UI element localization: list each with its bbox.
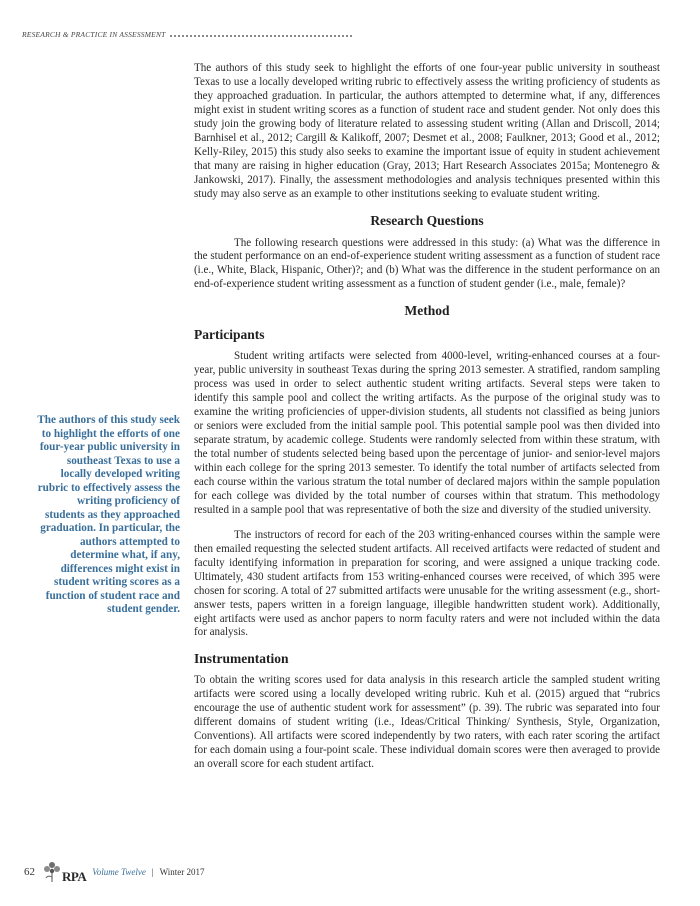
- footer-separator: |: [151, 867, 154, 877]
- logo-text: RPA: [62, 869, 87, 884]
- research-questions-heading: Research Questions: [370, 212, 484, 228]
- running-title: RESEARCH & PRACTICE IN ASSESSMENT: [22, 30, 166, 39]
- issue-label: Winter 2017: [159, 867, 205, 877]
- volume-label: Volume Twelve: [92, 867, 146, 877]
- research-questions-paragraph: The following research questions were addressed in this study: (a) What was the difference in the student performance on an end-of-experience student writing assessment as a function of student race (i.e., White, Black, Hispanic, Other)?; and (b) What was the difference in the student performance on an end-of-experience student writing assessment as a function of student gender (i.e., male, female)?: [194, 236, 660, 291]
- instrumentation-paragraph: To obtain the writing scores used for data analysis in this research article the sampled student writing artifacts were scored using a locally developed writing rubric. Kuh et al. (2015) argued that “rubrics encourage the use of authentic student work for assessment” (p. 39). The rubric was separated into four different domains of student writing (i.e., Ideas/Critical Thinking/ Synthesis, Style, Organization, Conventions). All artifacts were scored independently by two raters, with each rater scoring the artifact for each domain using a four-point scale. These individual domain scores were then averaged to provide an overall score for each student artifact.: [194, 674, 660, 771]
- rpa-logo: [43, 861, 86, 883]
- running-header: [22, 30, 352, 39]
- method-heading: Method: [404, 303, 450, 319]
- intro-paragraph: The authors of this study seek to highlight the efforts of one four-year public university in southeast Texas to use a locally developed writing rubric to effectively assess the writing proficiency of students as they approached graduation. In particular, the authors attempted to determine what, if any, differences might exist in student writing scores as a function of student race and student gender. Not only does this study join the growing body of literature related to assessing student writing (Allan and Driscoll, 2014; Barnhisel et al., 2012; Cargill & Kalikoff, 2007; Desmet et al., 2008; Faulkner, 2013; Good et al., 2012; Kelly-Riley, 2015) this study also seeks to examine the important issue of equity in student achievement that many are raising in higher education (Gray, 2013; Hart Research Associates 2015a; Montenegro & Jankowski, 2017). Finally, the assessment methodologies and analysis techniques presented within this study may also serve as an example to other institutions seeking to evaluate student writing.: [194, 62, 660, 200]
- instrumentation-heading: Instrumentation: [194, 651, 289, 667]
- flower-icon: [43, 861, 61, 883]
- page-number: 62: [24, 866, 35, 878]
- pull-quote: The authors of this study seek to highlight the efforts of one four-year public university in southeast Texas to use a locally developed writing rubric to effectively assess the writing proficiency of students as they approached graduation. In particular, the authors attempted to determine what, if any, differences might exist in student writing scores as a function of student race and student gender.: [37, 414, 180, 615]
- participants-heading: Participants: [194, 327, 265, 343]
- page-footer: [24, 859, 205, 885]
- participants-paragraph-2: The instructors of record for each of the 203 writing-enhanced courses within the sample were then emailed requesting the selected student artifacts. All received artifacts were redacted of student and faculty identifying information in preparation for scoring, and were assigned a unique tracking code. Ultimately, 430 student artifacts from 153 writing-enhanced courses were received, of which 395 were chosen for scoring. A total of 27 submitted artifacts were unusable for the writing assessment (e.g., short-answer tests, papers written in a foreign language, illegible handwritten student work). Additionally, eight artifacts were used as anchor papers to norm faculty raters and were not included within the data for analysis.: [194, 528, 660, 639]
- main-column: [194, 62, 660, 783]
- header-dotted-rule: [170, 35, 352, 37]
- participants-paragraph-1: Student writing artifacts were selected from 4000-level, writing-enhanced courses at a four-year, public university in southeast Texas during the spring 2013 semester. A stratified, random sampling process was used in order to select authentic student writing artifacts. Several steps were taken to identify this sample pool and collect the writing artifacts. As the purpose of the original study was to examine the writing proficiencies of upper-division students, all students not classified as being juniors or seniors were excluded from the initial sample pool. This potential sample pool was then divided into separate stratum, by academic college. Students were randomly selected from within these stratum, with the total number of students selected being based upon the percentage of junior- and senior-level majors within each college for the spring 2013 semester. To identify the total number of artifacts selected from each course within the various stratum the total number of declared majors within the sample population for each college was divided by the total number of courses within that stratum. This methodology resulted in a sample pool that was representative of both the size and diversity of the studied university.: [194, 350, 660, 516]
